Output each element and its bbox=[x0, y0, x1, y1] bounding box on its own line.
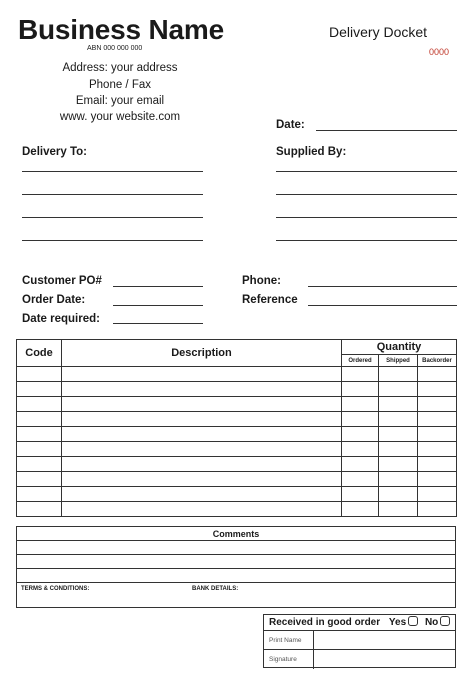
document-title: Delivery Docket bbox=[329, 24, 428, 40]
received-row bbox=[264, 615, 455, 631]
print-name-field[interactable] bbox=[314, 631, 455, 649]
print-name-label: Print Name bbox=[264, 631, 314, 649]
reference-field[interactable] bbox=[308, 305, 457, 306]
ordered-header: Ordered bbox=[342, 355, 379, 367]
business-email: Email: your email bbox=[75, 95, 165, 107]
comments-box bbox=[16, 526, 456, 608]
business-phone-fax: Phone / Fax bbox=[88, 79, 151, 91]
reference-label: Reference bbox=[242, 294, 298, 306]
docket-number: 0000 bbox=[429, 47, 450, 57]
table-row[interactable] bbox=[17, 472, 457, 487]
order-date-label: Order Date: bbox=[22, 294, 86, 306]
table-row[interactable] bbox=[17, 397, 457, 412]
terms-label: TERMS & CONDITIONS: bbox=[21, 586, 90, 592]
received-label: Received in good order bbox=[269, 617, 381, 628]
abn-number: ABN 000 000 000 bbox=[87, 45, 143, 52]
supplied-by-line[interactable] bbox=[276, 240, 457, 241]
terms-row bbox=[17, 583, 455, 605]
no-checkbox[interactable] bbox=[440, 616, 450, 626]
comment-line[interactable] bbox=[17, 541, 455, 555]
table-row[interactable] bbox=[17, 502, 457, 517]
code-header: Code bbox=[17, 340, 62, 367]
business-name: Business Name bbox=[18, 14, 224, 45]
shipped-header: Shipped bbox=[379, 355, 418, 367]
items-table bbox=[16, 339, 457, 517]
delivery-to-line[interactable] bbox=[22, 194, 203, 195]
date-required-label: Date required: bbox=[22, 313, 100, 325]
delivery-to-line[interactable] bbox=[22, 240, 203, 241]
date-required-field[interactable] bbox=[113, 323, 203, 324]
table-row[interactable] bbox=[17, 427, 457, 442]
table-row[interactable] bbox=[17, 487, 457, 502]
date-label: Date: bbox=[276, 119, 305, 131]
supplied-by-label: Supplied By: bbox=[276, 146, 347, 158]
supplied-by-line[interactable] bbox=[276, 194, 457, 195]
print-name-row bbox=[264, 631, 455, 650]
phone-label: Phone: bbox=[242, 275, 281, 287]
comment-line[interactable] bbox=[17, 569, 455, 583]
description-header: Description bbox=[62, 340, 342, 367]
date-field[interactable] bbox=[316, 130, 457, 131]
yes-checkbox[interactable] bbox=[408, 616, 418, 626]
signature-label: Signature bbox=[264, 650, 314, 669]
backorder-header: Backorder bbox=[418, 355, 457, 367]
phone-field[interactable] bbox=[308, 286, 457, 287]
receipt-box bbox=[263, 614, 456, 668]
delivery-to-line[interactable] bbox=[22, 217, 203, 218]
order-date-field[interactable] bbox=[113, 305, 203, 306]
table-row[interactable] bbox=[17, 457, 457, 472]
no-label: No bbox=[424, 617, 439, 628]
yes-label: Yes bbox=[388, 617, 407, 628]
signature-row bbox=[264, 650, 455, 669]
comments-title: Comments bbox=[17, 527, 455, 541]
supplied-by-line[interactable] bbox=[276, 217, 457, 218]
bank-details-label: BANK DETAILS: bbox=[192, 586, 239, 592]
quantity-header: Quantity bbox=[342, 340, 457, 355]
table-row[interactable] bbox=[17, 412, 457, 427]
signature-field[interactable] bbox=[314, 650, 455, 669]
table-row[interactable] bbox=[17, 382, 457, 397]
business-address: Address: your address bbox=[62, 62, 178, 74]
business-website: www. your website.com bbox=[59, 111, 181, 123]
comment-line[interactable] bbox=[17, 555, 455, 569]
supplied-by-line[interactable] bbox=[276, 171, 457, 172]
customer-po-field[interactable] bbox=[113, 286, 203, 287]
customer-po-label: Customer PO# bbox=[22, 275, 102, 287]
table-row[interactable] bbox=[17, 442, 457, 457]
delivery-to-label: Delivery To: bbox=[22, 146, 87, 158]
table-row[interactable] bbox=[17, 367, 457, 382]
delivery-to-line[interactable] bbox=[22, 171, 203, 172]
